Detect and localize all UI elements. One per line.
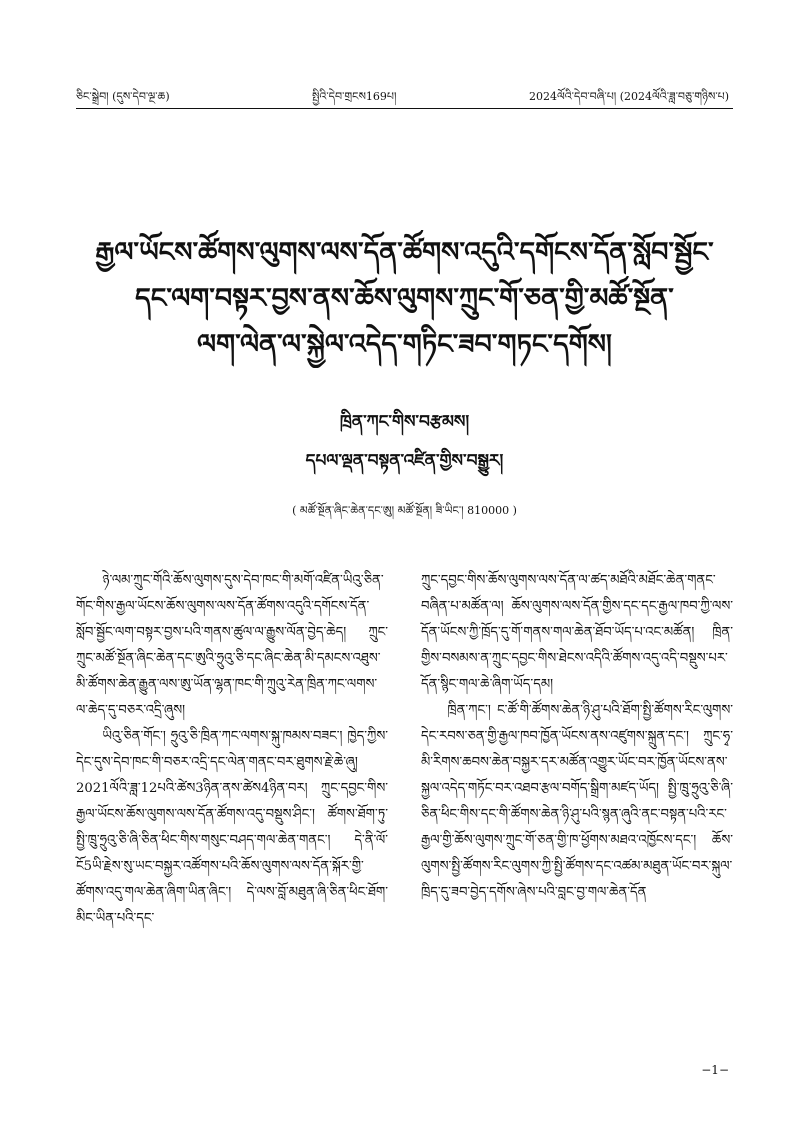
affiliation: ( མཚོ་སྔོན་ཞིང་ཆེན་དང་ཨུ། མཚོ་སྔོན། ཟི་ཡིང་། 810000 )	[292, 504, 517, 517]
header-journal-name: ཅིང་སྒྲེབ། (དུས་དེབ་ལྔ་ཆ)	[76, 90, 170, 103]
title-line-3: ལག་ལེན་ལ་སྐྱེལ་འདེད་གཏིང་ཟབ་གཏང་དགོས།	[197, 329, 612, 360]
running-header	[0, 86, 809, 110]
header-issue-date: 2024ལོའི་དེབ་བཞི་པ། (2024ལོའི་ཟླ་བཅུ་གཉིས་པ)	[528, 90, 729, 103]
paragraph: ཡིའུ་ཅིན་གོང་། ཧྲུའུ་ཅི་ཁྲིན་ཀང་ལགས་སྐུ་ཁམས་བཟང་། ཁྱེད་ཀྱིས་དེང་དུས་དེབ་ཁང་གི་བཅར་འདྲི་དང་ལེན་གནང་བར་ཐུགས་རྗེ་ཆེ་ཞུ། 2021ལོའི་ཟླ་12པའི་ཚེས3ཉིན་ནས་ཚེས4ཉིན་བར། ཀྲུང་དབྱང་གིས་རྒྱལ་ཡོངས་ཆོས་ལུགས་ལས་དོན་ཚོགས་འདུ་བསྡུས་ཤིང་། ཚོགས་ཐོག་ཏུ་སྤྱི་ཁྲུ་ཧྲུའུ་ཅི་ཞི་ཅིན་ཕིང་གིས་གསུང་བཤད་གལ་ཆེན་གནང་། དེ་ནི་ལོ་ངོ5ཡི་རྗེས་སུ་ཡང་བསྐྱར་འཚོགས་པའི་ཆོས་ལུགས་ལས་དོན་སྐོར་གྱི་ཚོགས་འདུ་གལ་ཆེན་ཞིག་ཡིན་ཞིང་། དེ་ལས་བློ་མཐུན་ཞི་ཅིན་ཕིང་ཐོག་མིང་ཡིན་པའི་དང་	[76, 729, 388, 926]
header-rule	[76, 108, 733, 109]
body-column-right	[421, 568, 733, 906]
title-line-1: རྒྱལ་ཡོངས་ཚོགས་ལུགས་ལས་དོན་ཚོགས་འདུའི་དགོངས་དོན་སློབ་སྦྱོང་	[95, 237, 714, 268]
author-line: ཁྲིན་ཀང་གིས་བརྩམས།	[339, 412, 470, 432]
page-number: −1−	[701, 1063, 729, 1077]
title-line-2: དང་ལག་བསྟར་བྱས་ནས་ཆོས་ལུགས་ཀྲུང་གོ་ཅན་གྱི་མཚོ་སྔོན་	[135, 283, 674, 314]
paragraph: ཁྲིན་ཀང་། ང་ཚོ་གི་ཚོགས་ཆེན་ཉི་ཤུ་པའི་ཐོག་སྤྱི་ཚོགས་རིང་ལུགས་དེང་རབས་ཅན་གྱི་རྒྱལ་ཁབ་ཁྱོན་ཡོངས་ནས་འཛུགས་སྐྲུན་དང་། ཀྲུང་ཧྭ་མི་རིགས་ཆབས་ཆེན་བསྐྱར་དར་མཚོན་འགྱུར་ཡོང་བར་ཁྱོན་ཡོངས་ནས་སྐྱལ་འདེད་གཏོང་བར་འཐབ་རྩལ་བགོད་སྒྲིག་མཛད་ཡོད། སྤྱི་ཁྲུ་ཧྲུའུ་ཅི་ཞི་ཅིན་ཕིང་གིས་དང་གི་ཚོགས་ཆེན་ཉི་ཤུ་པའི་སྙན་ཞུའི་ནང་བསྟན་པའི་རང་རྒྱལ་གྱི་ཆོས་ལུགས་ཀྲུང་གོ་ཅན་གྱི་ཁ་ཕྱོགས་མཐའ་འཁྱོངས་དང་། ཆོས་ལུགས་སྤྱི་ཚོགས་རིང་ལུགས་ཀྱི་སྤྱི་ཚོགས་དང་འཚམ་མཐུན་ཡོང་བར་སྐུལ་ཁྲིད་དུ་ཟབ་བྱེད་དགོས་ཞེས་པའི་བླང་བྱ་གལ་ཆེན་དོན	[421, 703, 733, 900]
paragraph: ཀྲུང་དབྱང་གིས་ཆོས་ལུགས་ལས་དོན་ལ་ཚད་མཐོའི་མཐོང་ཆེན་གནང་བཞིན་པ་མཚོན་ལ། ཆོས་ལུགས་ལས་དོན་གྱིས་དང་དང་རྒྱལ་ཁབ་ཀྱི་ལས་དོན་ཡོངས་ཀྱི་ཁྲོད་དུ་གོ་གནས་གལ་ཆེན་ཐོབ་ཡོད་པ་འང་མཚོན། ཁྲིན་གྱིས་བསམས་ན་ཀྲུང་དབྱང་གིས་ཐེངས་འདིའི་ཚོགས་འདུ་འདི་བསྡུས་པར་དོན་སྙིང་གལ་ཆེ་ཞིག་ཡོད་དམ།	[421, 573, 733, 692]
translator-line: དཔལ་ལྡན་བསྟན་འཛིན་གྱིས་བསྒྱུར།	[305, 451, 504, 471]
header-issue-number: སྤྱིའི་དེབ་གྲངས169པ།	[312, 90, 397, 103]
article-title	[76, 230, 733, 368]
body-column-left	[76, 568, 388, 932]
paragraph: ཉེ་ལམ་ཀྲུང་གོའི་ཆོས་ལུགས་དུས་དེབ་ཁང་གི་མགོ་འཛིན་ཡིའུ་ཅིན་གོང་གིས་རྒྱལ་ཡོངས་ཆོས་ལུགས་ལས་དོན་ཚོགས་འདུའི་དགོངས་དོན་སློབ་སྦྱོང་ལག་བསྟར་བྱས་པའི་གནས་ཚུལ་ལ་རྒྱུས་ལོན་བྱེད་ཆེད། ཀྲུང་ཀྲུང་མཚོ་སྔོན་ཞིང་ཆེན་དང་ཨུའི་ཧྲུའུ་ཅི་དང་ཞིང་ཆེན་མི་དམངས་འཐུས་མི་ཚོགས་ཆེན་རྒྱུན་ལས་ཨུ་ཡོན་ལྷན་ཁང་གི་ཀྲུའུ་རེན་ཁྲིན་ཀང་ལགས་ལ་ཆེད་དུ་བཅར་འདྲི་ཞུས།	[76, 573, 388, 718]
